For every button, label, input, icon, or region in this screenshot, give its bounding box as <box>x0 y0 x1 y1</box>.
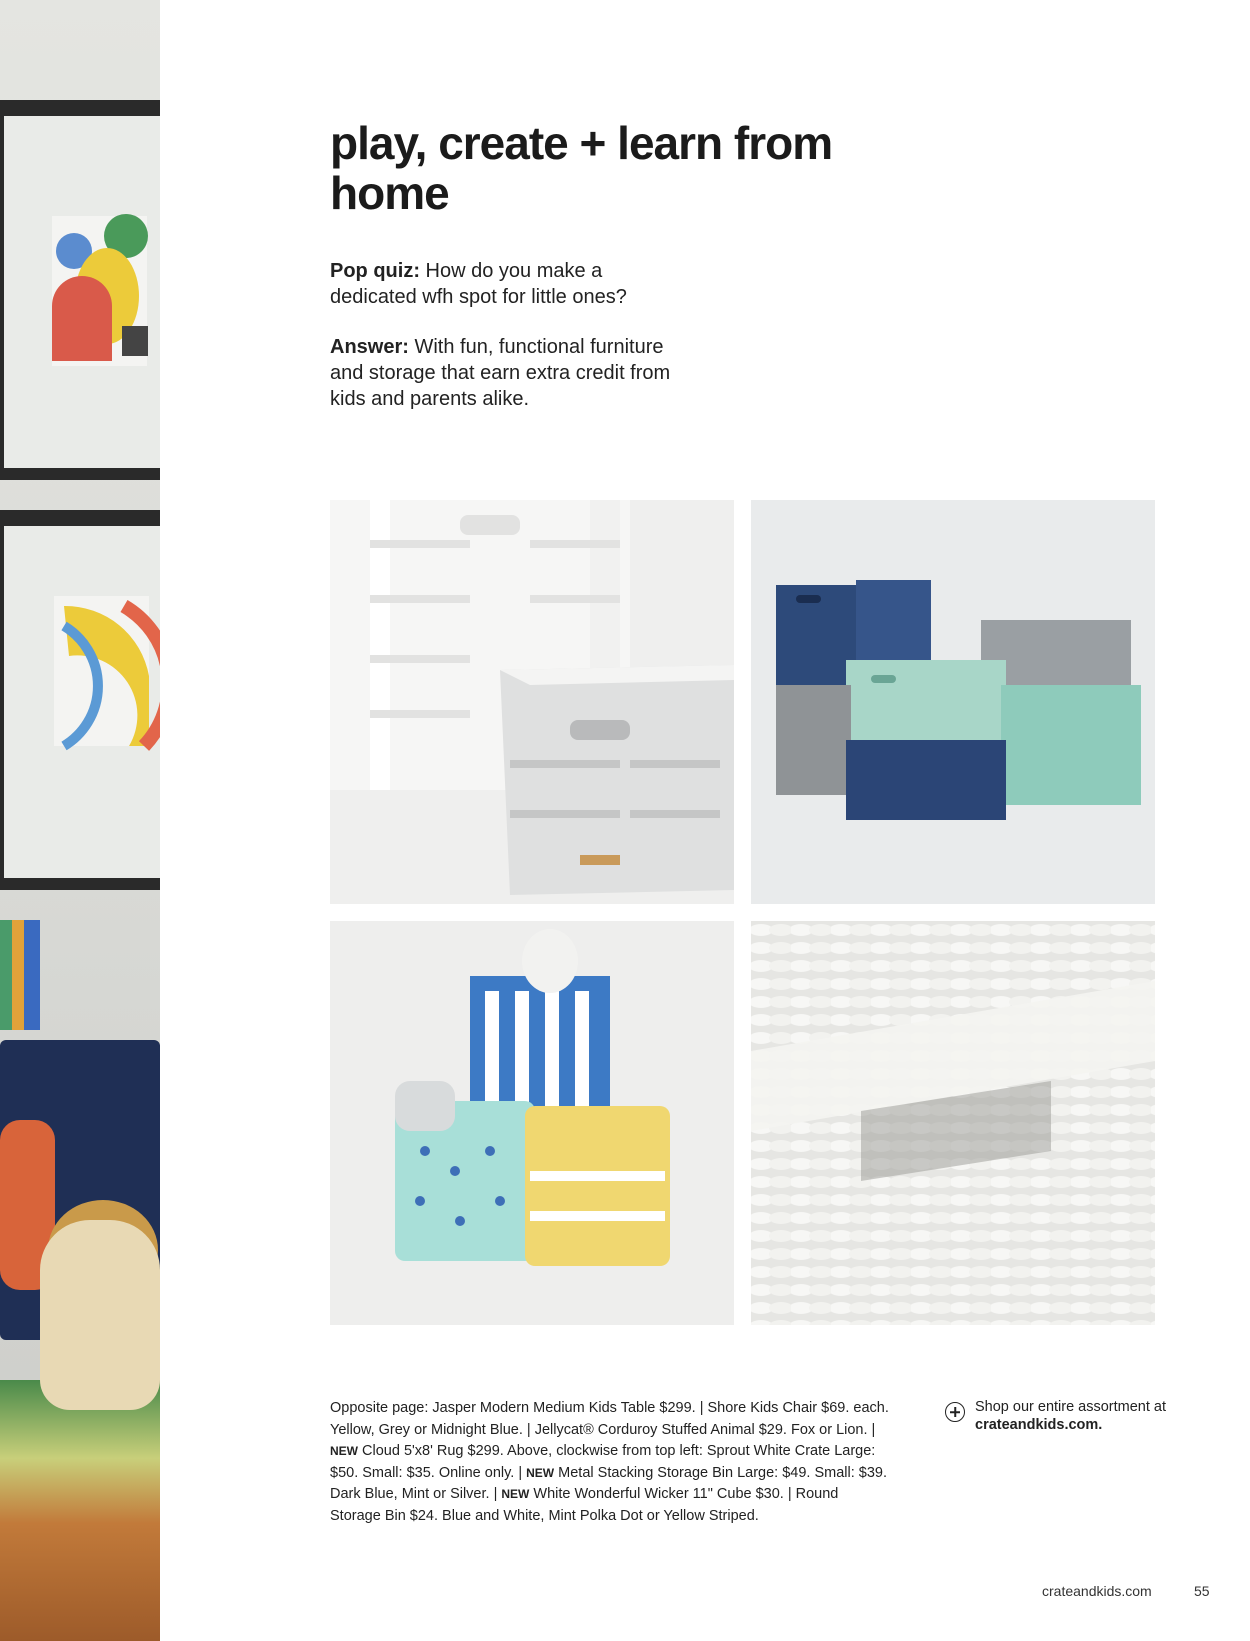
new-badge: NEW <box>526 1465 555 1480</box>
new-badge: NEW <box>501 1487 530 1501</box>
plus-circle-icon <box>945 1402 965 1422</box>
pop-quiz-paragraph <box>330 258 690 310</box>
lion-plush <box>40 1220 160 1410</box>
caption-segment-1: Opposite page: Jasper Modern Medium Kids Table $299. | Shore Kids Chair $69. each. Yellow, Grey or Midnight Blue. | Jellycat® Corduroy Stuffed Animal $29. Fox or Lion. | <box>330 1400 889 1438</box>
pop-quiz-text: How do you make a dedicated wfh spot for little ones? <box>330 260 627 308</box>
caption-segment-2: Cloud 5'x8' Rug $299. Above, clockwise from top left: Sprout White Crate Large: $50. Small: $35. Online only. | <box>330 1443 876 1481</box>
page-title: play, create + learn from home <box>330 117 833 219</box>
framed-art-top <box>0 100 160 480</box>
page-number: 55 <box>1194 1583 1210 1599</box>
answer-paragraph <box>330 334 690 412</box>
shop-text: Shop our entire assortment at <box>975 1399 1167 1415</box>
side-room-photo <box>0 0 160 1641</box>
footer-url[interactable]: crateandkids.com <box>1042 1583 1152 1599</box>
framed-art-bottom <box>0 510 160 890</box>
shop-callout <box>945 1398 1175 1434</box>
product-caption <box>330 1398 890 1527</box>
answer-text: With fun, functional furniture and storage that earn extra credit from kids and parents alike. <box>330 336 671 410</box>
caption-segment-4: White Wonderful Wicker 11" Cube $30. | Round Storage Bin $24. Blue and White, Mint Polka Dot or Yellow Striped. <box>330 1486 839 1524</box>
pop-quiz-label: Pop quiz: <box>330 260 420 282</box>
shop-link[interactable]: crateandkids.com. <box>975 1417 1103 1433</box>
photo-white-wicker-cube <box>751 921 1155 1325</box>
photo-white-crate <box>330 500 734 904</box>
answer-label: Answer: <box>330 336 409 358</box>
caption-segment-3: Metal Stacking Storage Bin Large: $49. Small: $39. Dark Blue, Mint or Silver. | <box>330 1464 888 1502</box>
photo-round-storage-bins <box>330 921 734 1325</box>
new-badge: NEW <box>330 1444 358 1458</box>
photo-metal-stacking-bins <box>751 500 1155 904</box>
